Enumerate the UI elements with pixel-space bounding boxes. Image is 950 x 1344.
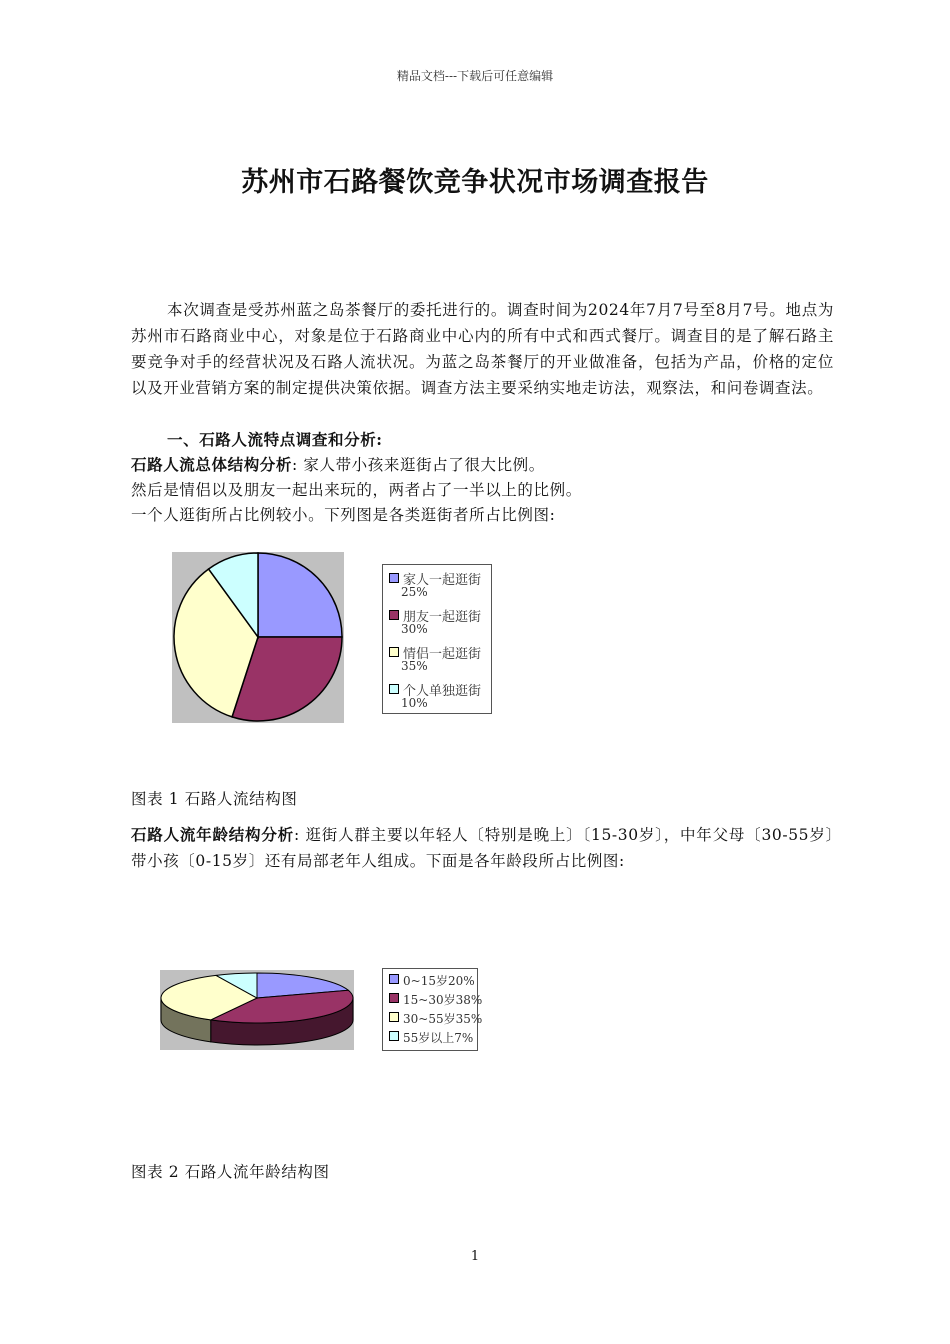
flow-pie-legend — [382, 564, 492, 714]
document-title: 苏州市石路餐饮竞争状况市场调查报告 — [241, 167, 709, 198]
legend-item — [389, 1010, 482, 1027]
legend-swatch — [389, 573, 399, 583]
flow-analysis-text: : 家人带小孩来逛街占了很大比例。 — [292, 456, 545, 474]
legend-swatch — [389, 1031, 399, 1041]
legend-label: 30~55岁35% — [403, 1012, 483, 1026]
section-heading: 一、石路人流特点调查和分析: — [167, 430, 383, 449]
pie-slice-0 — [258, 553, 342, 637]
legend-label: 55岁以上7% — [403, 1031, 474, 1045]
flow-analysis-label: 石路人流总体结构分析 — [131, 455, 293, 474]
header-note: 精品文档---下载后可任意编辑 — [396, 69, 554, 83]
age-pie-chart-area — [160, 970, 354, 1050]
legend-percent: 30% — [401, 622, 428, 636]
legend-percent: 35% — [401, 659, 428, 673]
legend-swatch — [389, 993, 399, 1003]
legend-label: 15~30岁38% — [403, 993, 483, 1007]
intro-paragraph: 本次调查是受苏州蓝之岛茶餐厅的委托进行的。调查时间为2024年7月7号至8月7号。地点为苏州市石路商业中心，对象是位于石路商业中心内的所有中式和西式餐厅。调查目的是了解石路主要竞争对手的经营状况及石路人流状况。为蓝之岛茶餐厅的开业做准备，包括为产品，价格的定位以及开业营销方案的制定提供决策依据。调查方法主要采纳实地走访法，观察法，和问卷调查法。 — [131, 301, 834, 397]
page-number: 1 — [470, 1249, 480, 1264]
flow-pie-chart — [172, 552, 344, 723]
legend-label: 情侣一起逛街 — [403, 647, 482, 662]
legend-item — [389, 972, 475, 989]
legend-percent: 10% — [401, 696, 428, 710]
age-analysis-paragraph — [131, 822, 834, 874]
legend-swatch — [389, 684, 399, 694]
age-pie-chart — [160, 970, 354, 1050]
flow-analysis-line — [131, 452, 545, 478]
flow-line-2: 然后是情侣以及朋友一起出来玩的，两者占了一半以上的比例。 — [131, 481, 582, 499]
legend-label: 个人单独逛街 — [403, 684, 482, 699]
flow-pie-chart-area — [172, 552, 344, 723]
age-analysis-text: : 逛街人群主要以年轻人〔特别是晚上〕〔15-30岁〕，中年父母〔30-55岁〕带小孩〔0-15岁〕还有局部老年人组成。下面是各年龄段所占比例图: — [131, 826, 834, 870]
legend-item — [389, 991, 482, 1008]
legend-swatch — [389, 1012, 399, 1022]
legend-swatch — [389, 647, 399, 657]
legend-swatch — [389, 974, 399, 984]
legend-percent: 25% — [401, 585, 428, 599]
age-pie-legend — [382, 968, 483, 1051]
flow-line-3: 一个人逛街所占比例较小。下列图是各类逛街者所占比例图: — [131, 506, 556, 524]
figure-caption-1: 图表 1 石路人流结构图 — [131, 790, 298, 808]
legend-label: 家人一起逛街 — [403, 573, 482, 588]
figure-caption-2: 图表 2 石路人流年龄结构图 — [131, 1163, 330, 1181]
legend-label: 朋友一起逛街 — [403, 610, 482, 625]
legend-swatch — [389, 610, 399, 620]
legend-label: 0~15岁20% — [403, 974, 475, 988]
legend-item — [389, 1029, 473, 1046]
age-analysis-label: 石路人流年龄结构分析 — [131, 825, 294, 844]
